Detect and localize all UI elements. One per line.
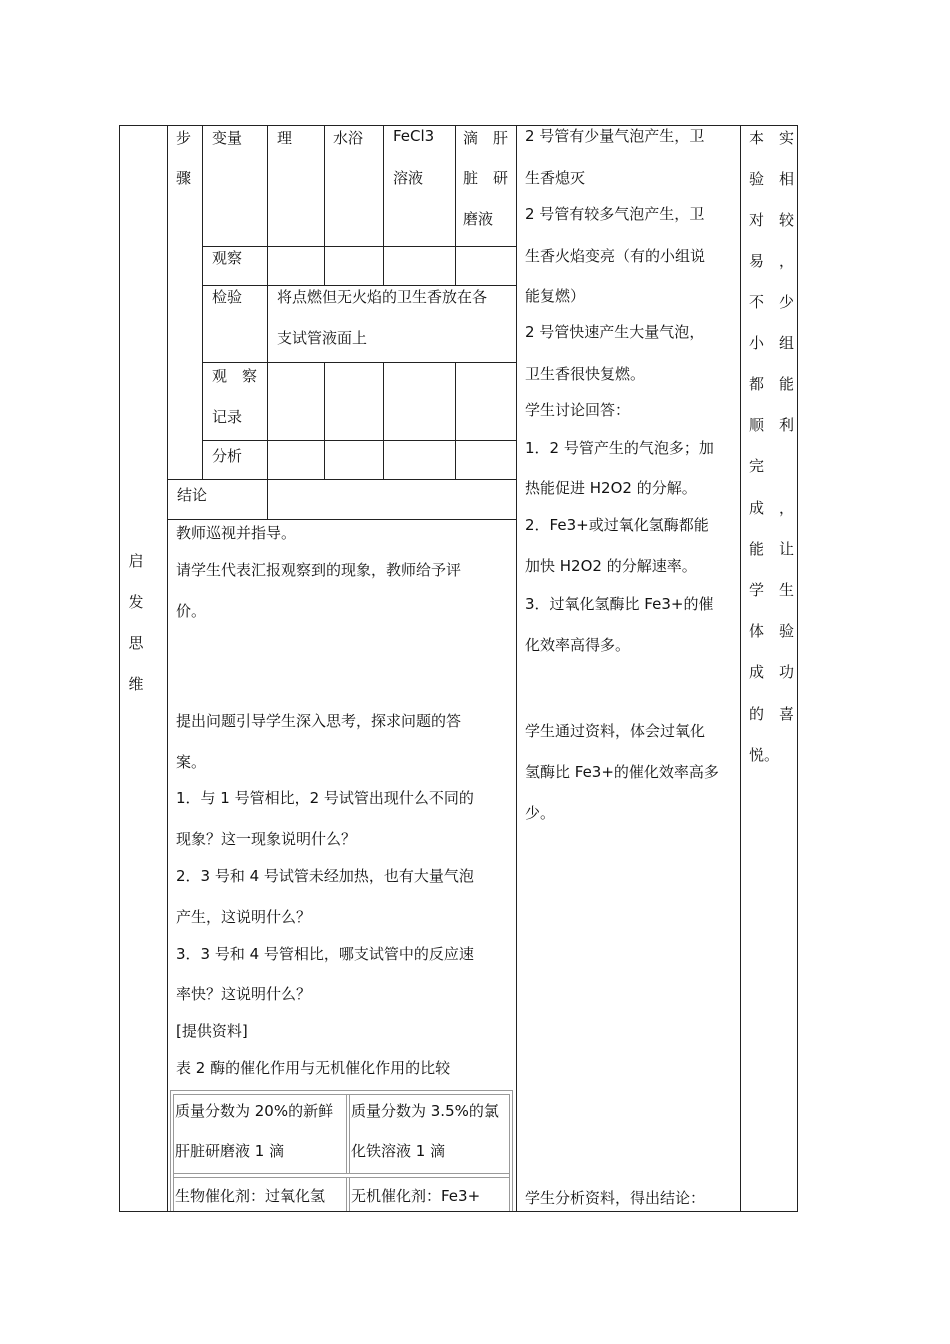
design-note: 对 较 (749, 211, 795, 229)
inner-divider (324, 362, 325, 479)
inner-divider (267, 125, 268, 519)
student-line: 2 号管有少量气泡产生，卫 (525, 127, 705, 145)
compare-line (173, 1094, 174, 1211)
student-line: 卫生香很快复燃。 (525, 365, 646, 383)
compare-cell: 肝脏研磨液 1 滴 (175, 1142, 285, 1160)
compare-cell: 化铁溶液 1 滴 (351, 1142, 446, 1160)
inner-divider (455, 362, 456, 479)
table-border-right (797, 125, 798, 1212)
header-variable: 变量 (212, 129, 243, 147)
header-treatment: 理 (277, 129, 293, 147)
student-line: 热能促进 H2O2 的分解。 (525, 479, 697, 497)
teacher-question: 案。 (176, 753, 207, 771)
student-line: 3．过氧化氢酶比 Fe3+的催 (525, 595, 714, 613)
design-note: 本 实 (749, 129, 795, 147)
student-line: 加快 H2O2 的分解速率。 (525, 557, 697, 575)
student-line: 学生讨论回答： (525, 401, 631, 419)
row-analysis: 分析 (212, 447, 243, 465)
student-line: 学生通过资料，体会过氧化 (525, 722, 706, 740)
inner-row-line (202, 440, 516, 441)
student-line: 2 号管快速产生大量气泡， (525, 323, 705, 341)
compare-line (349, 1177, 350, 1211)
design-note: 易 ， (749, 252, 795, 270)
design-note: 学 生 (749, 581, 795, 599)
inner-divider (455, 125, 456, 285)
compare-line (170, 1090, 171, 1211)
teacher-line: 教师巡视并指导。 (176, 524, 297, 542)
compare-line (346, 1177, 347, 1211)
stage-label: 启 发 思 维 (128, 552, 144, 693)
compare-line (509, 1094, 510, 1211)
inner-divider (383, 362, 384, 479)
compare-line (173, 1173, 510, 1174)
column-divider (167, 125, 168, 1212)
compare-line (349, 1094, 350, 1173)
compare-cell: 生物催化剂：过氧化氢 (175, 1187, 326, 1205)
design-note: 成 ， (749, 499, 795, 517)
row-conclusion: 结论 (177, 486, 208, 504)
student-line: 学生分析资料，得出结论： (525, 1189, 706, 1207)
student-line: 化效率高得多。 (525, 636, 631, 654)
teacher-line: 请学生代表汇报观察到的现象，教师给予评 (176, 561, 462, 579)
inner-row-line (167, 479, 516, 480)
teacher-question: 1．与 1 号管相比，2 号试管出现什么不同的 (176, 789, 474, 807)
teacher-question: 产生，这说明什么？ (176, 908, 312, 926)
design-note: 悦。 (749, 746, 780, 764)
compare-line (346, 1094, 347, 1173)
header-liver: 滴 肝 (463, 129, 509, 147)
student-line: 1．2 号管产生的气泡多；加 (525, 439, 714, 457)
student-line: 少。 (525, 804, 556, 822)
design-note: 都 能 (749, 375, 795, 393)
student-line: 2．Fe3+或过氧化氢酶都能 (525, 516, 709, 534)
compare-line (512, 1090, 513, 1211)
inner-divider (324, 125, 325, 285)
teacher-question: 3．3 号和 4 号管相比，哪支试管中的反应速 (176, 945, 474, 963)
design-note: 成 功 (749, 663, 795, 681)
student-line: 氢酶比 Fe3+的催化效率高多 (525, 763, 719, 781)
header-water-bath: 水浴 (333, 129, 364, 147)
design-note: 不 少 (749, 293, 795, 311)
teacher-line: 价。 (176, 602, 207, 620)
student-line: 生香熄灭 (525, 169, 586, 187)
teacher-question: 率快？这说明什么？ (176, 985, 312, 1003)
header-fecl3: FeCl3 (393, 127, 435, 145)
step-label: 步 (176, 129, 192, 147)
design-note: 顺 利 (749, 416, 795, 434)
design-note: 小 组 (749, 334, 795, 352)
compare-cell: 质量分数为 3.5%的氯 (351, 1102, 499, 1120)
row-obs-record: 记录 (212, 408, 243, 426)
design-note: 完 (749, 457, 765, 475)
test-text: 支试管液面上 (277, 329, 368, 347)
row-test: 检验 (212, 288, 243, 306)
inner-divider (202, 125, 203, 479)
student-line: 能复燃） (525, 287, 586, 305)
header-liver: 脏 研 (463, 169, 509, 187)
teacher-question: 2．3 号和 4 号试管未经加热，也有大量气泡 (176, 867, 474, 885)
step-label: 骤 (176, 169, 192, 187)
table-border-left (119, 125, 120, 1212)
test-text: 将点燃但无火焰的卫生香放在各 (277, 288, 488, 306)
table-caption: 表 2 酶的催化作用与无机催化作用的比较 (176, 1059, 451, 1077)
design-note: 体 验 (749, 622, 795, 640)
student-line: 生香火焰变亮（有的小组说 (525, 247, 706, 265)
design-note: 能 让 (749, 540, 795, 558)
compare-cell: 无机催化剂：Fe3+ (351, 1187, 481, 1205)
column-divider (740, 125, 741, 1212)
inner-row-line (202, 246, 516, 247)
header-liver: 磨液 (463, 210, 494, 228)
design-note: 验 相 (749, 170, 795, 188)
row-obs-record: 观 察 (212, 367, 258, 385)
teacher-question: 提出问题引导学生深入思考，探求问题的答 (176, 712, 462, 730)
column-divider (516, 125, 517, 1212)
teacher-question: 现象？这一现象说明什么？ (176, 830, 357, 848)
inner-divider (383, 125, 384, 285)
design-note: 的 喜 (749, 705, 795, 723)
header-fecl3: 溶液 (393, 169, 424, 187)
compare-cell: 质量分数为 20%的新鲜 (175, 1102, 334, 1120)
student-line: 2 号管有较多气泡产生，卫 (525, 205, 705, 223)
row-observe: 观察 (212, 249, 243, 267)
provide-material: [提供资料] (176, 1022, 248, 1040)
